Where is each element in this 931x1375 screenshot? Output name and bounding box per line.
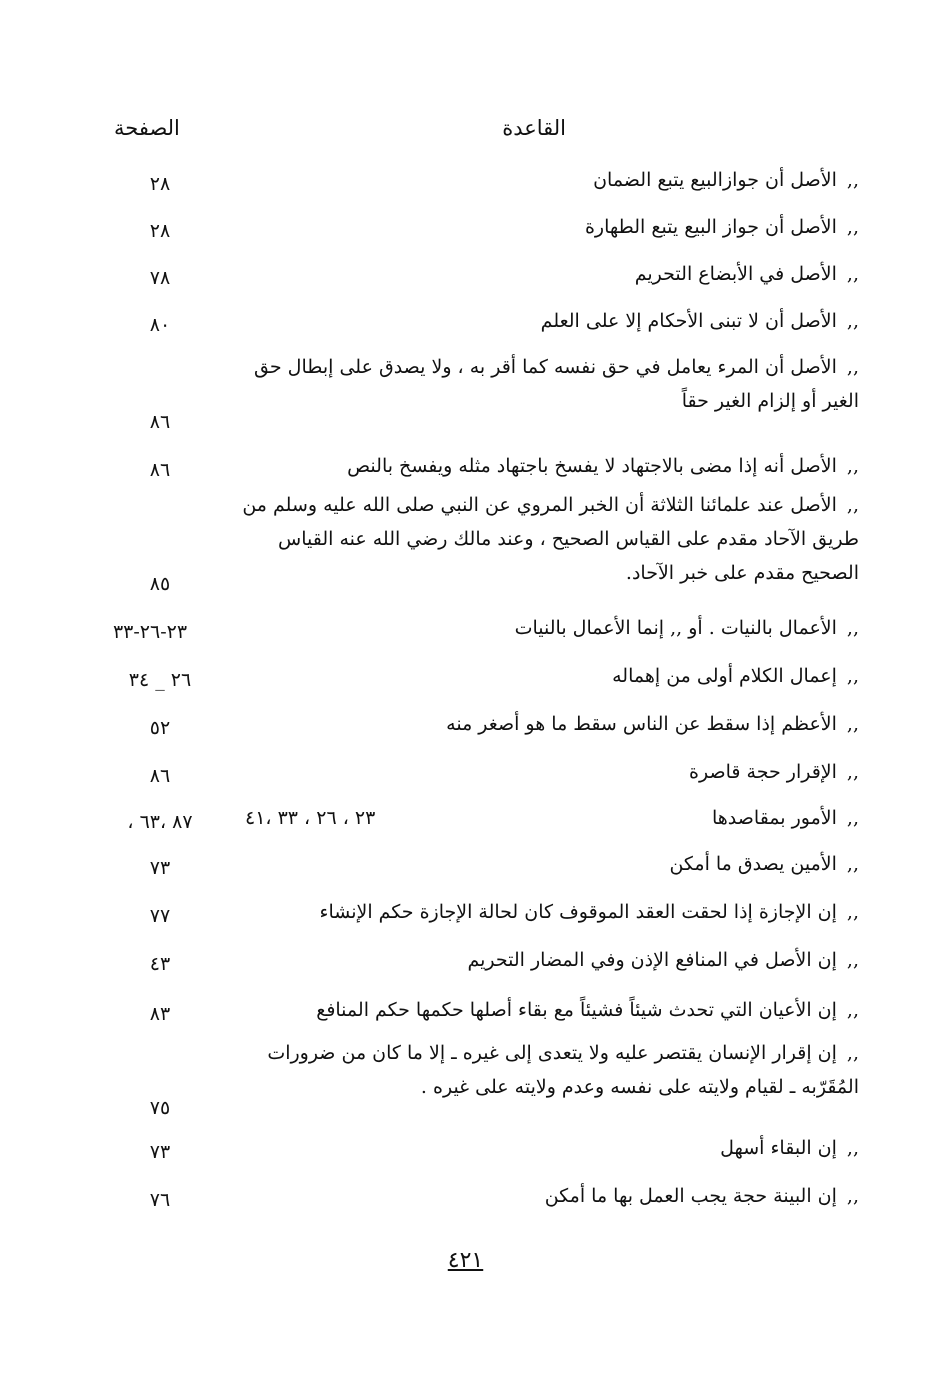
rule-text: ,,إن الأعيان التي تحدث شيئاً فشيئاً مع بقاء أصلها حكمها حكم المنافع bbox=[316, 999, 859, 1021]
page-ref: ٨٦ bbox=[149, 765, 171, 787]
index-row bbox=[100, 1128, 931, 1168]
page-number: ٤٢١ bbox=[447, 1248, 484, 1273]
index-row bbox=[100, 446, 931, 486]
page-ref: ٨٣ bbox=[149, 1003, 171, 1025]
rule-text: ,,الأصل أن جواز البيع يتبع الطهارة bbox=[584, 216, 859, 238]
page-ref: ٢٨ bbox=[149, 173, 171, 195]
page-ref: ٤٣ bbox=[149, 953, 171, 975]
rule-text: ,,إن إقرار الإنسان يقتصر عليه ولا يتعدى إلى غيره ـ إلا ما كان من ضرورات المُقَرّبه ـ لقيام ولايته على نفسه وعدم ولايته على غيره . bbox=[267, 1042, 859, 1098]
rule-text: ,,الأصل أنه إذا مضى بالاجتهاد لا يفسخ باجتهاد مثله ويفسخ بالنص bbox=[347, 455, 859, 477]
page-ref: ٨٧ ،٦٣ ، bbox=[127, 811, 193, 833]
page-ref: ٨٠ bbox=[149, 314, 171, 336]
index-row bbox=[100, 798, 931, 838]
rule-text: ,,الأصل أن جوازالبيع يتبع الضمان bbox=[593, 169, 859, 191]
index-row bbox=[100, 608, 931, 648]
column-header-rule: القاعدة bbox=[502, 116, 566, 140]
rule-text: ,,الأصل أن المرء يعامل في حق نفسه كما أقر به ، ولا يصدق على إبطال حق الغير أو إلزام الغير حقاً bbox=[254, 356, 859, 412]
index-row bbox=[100, 1176, 931, 1216]
page-ref: ٧٣ bbox=[149, 857, 171, 879]
rule-text: ,,الأصل عند علمائنا الثلاثة أن الخبر المروي عن النبي صلى الله عليه وسلم من طريق الآحاد مقدم على القياس الصحيح ، وعند مالك رضي الله عنه القياس الصحيح مقدم على خبر الآحاد. bbox=[242, 494, 859, 584]
rule-text: ,,الأمين يصدق ما أمكن bbox=[669, 853, 859, 875]
rule-text: ,,الأعظم إذا سقط عن الناس سقط ما هو أصغر منه bbox=[446, 713, 859, 735]
page-ref-continued: ٢٣ ، ٢٦ ، ٣٣ ،٤١ bbox=[245, 807, 376, 829]
index-row bbox=[100, 160, 931, 200]
page-ref: ٢٣-٢٦-٣٣ bbox=[112, 621, 188, 643]
rule-text: ,,الأصل في الأبضاع التحريم bbox=[634, 263, 859, 285]
page-ref: ٨٥ bbox=[149, 573, 171, 595]
index-row bbox=[100, 892, 931, 932]
page-ref: ٢٨ bbox=[149, 220, 171, 242]
rule-text: ,,إن البينة حجة يجب العمل بها ما أمكن bbox=[544, 1185, 859, 1207]
index-row bbox=[100, 752, 931, 792]
column-header-page: الصفحة bbox=[114, 116, 180, 140]
rule-text: ,,إن الأصل في المنافع الإذن وفي المضار التحريم bbox=[467, 949, 859, 971]
index-row bbox=[100, 704, 931, 744]
page-ref: ٨٦ bbox=[149, 459, 171, 481]
page-ref: ٨٦ bbox=[149, 411, 171, 433]
index-row bbox=[100, 301, 931, 341]
index-row bbox=[100, 844, 931, 884]
index-row bbox=[100, 350, 931, 433]
rule-text: ,,الأصل أن لا تبنى الأحكام إلا على العلم bbox=[540, 310, 859, 332]
page-ref: ٢٦ _ ٣٤ bbox=[128, 669, 192, 691]
index-row bbox=[100, 1036, 931, 1120]
page-ref: ٧٨ bbox=[149, 267, 171, 289]
page-ref: ٥٢ bbox=[149, 717, 171, 739]
index-row bbox=[100, 656, 931, 696]
page-ref: ٧٥ bbox=[149, 1097, 171, 1119]
page-ref: ٧٣ bbox=[149, 1141, 171, 1163]
index-row bbox=[100, 207, 931, 247]
page-ref: ٧٦ bbox=[149, 1189, 171, 1211]
page-ref: ٧٧ bbox=[149, 905, 171, 927]
rule-text: ,,الأمور بمقاصدها bbox=[711, 807, 859, 829]
rule-text: ,,الإقرار حجة قاصرة bbox=[689, 761, 859, 783]
index-row bbox=[100, 254, 931, 294]
index-row bbox=[100, 940, 931, 980]
rule-text: ,,إن البقاء أسهل bbox=[720, 1137, 859, 1159]
rule-text: ,,الأعمال بالنيات . أو ,, إنما الأعمال بالنيات bbox=[514, 617, 859, 639]
index-row bbox=[100, 488, 931, 598]
rule-text: ,,إن الإجازة إذا لحقت العقد الموقوف كان لحالة الإجازة حكم الإنشاء bbox=[319, 901, 859, 923]
index-row bbox=[100, 990, 931, 1030]
rule-text: ,,إعمال الكلام أولى من إهماله bbox=[612, 665, 859, 687]
